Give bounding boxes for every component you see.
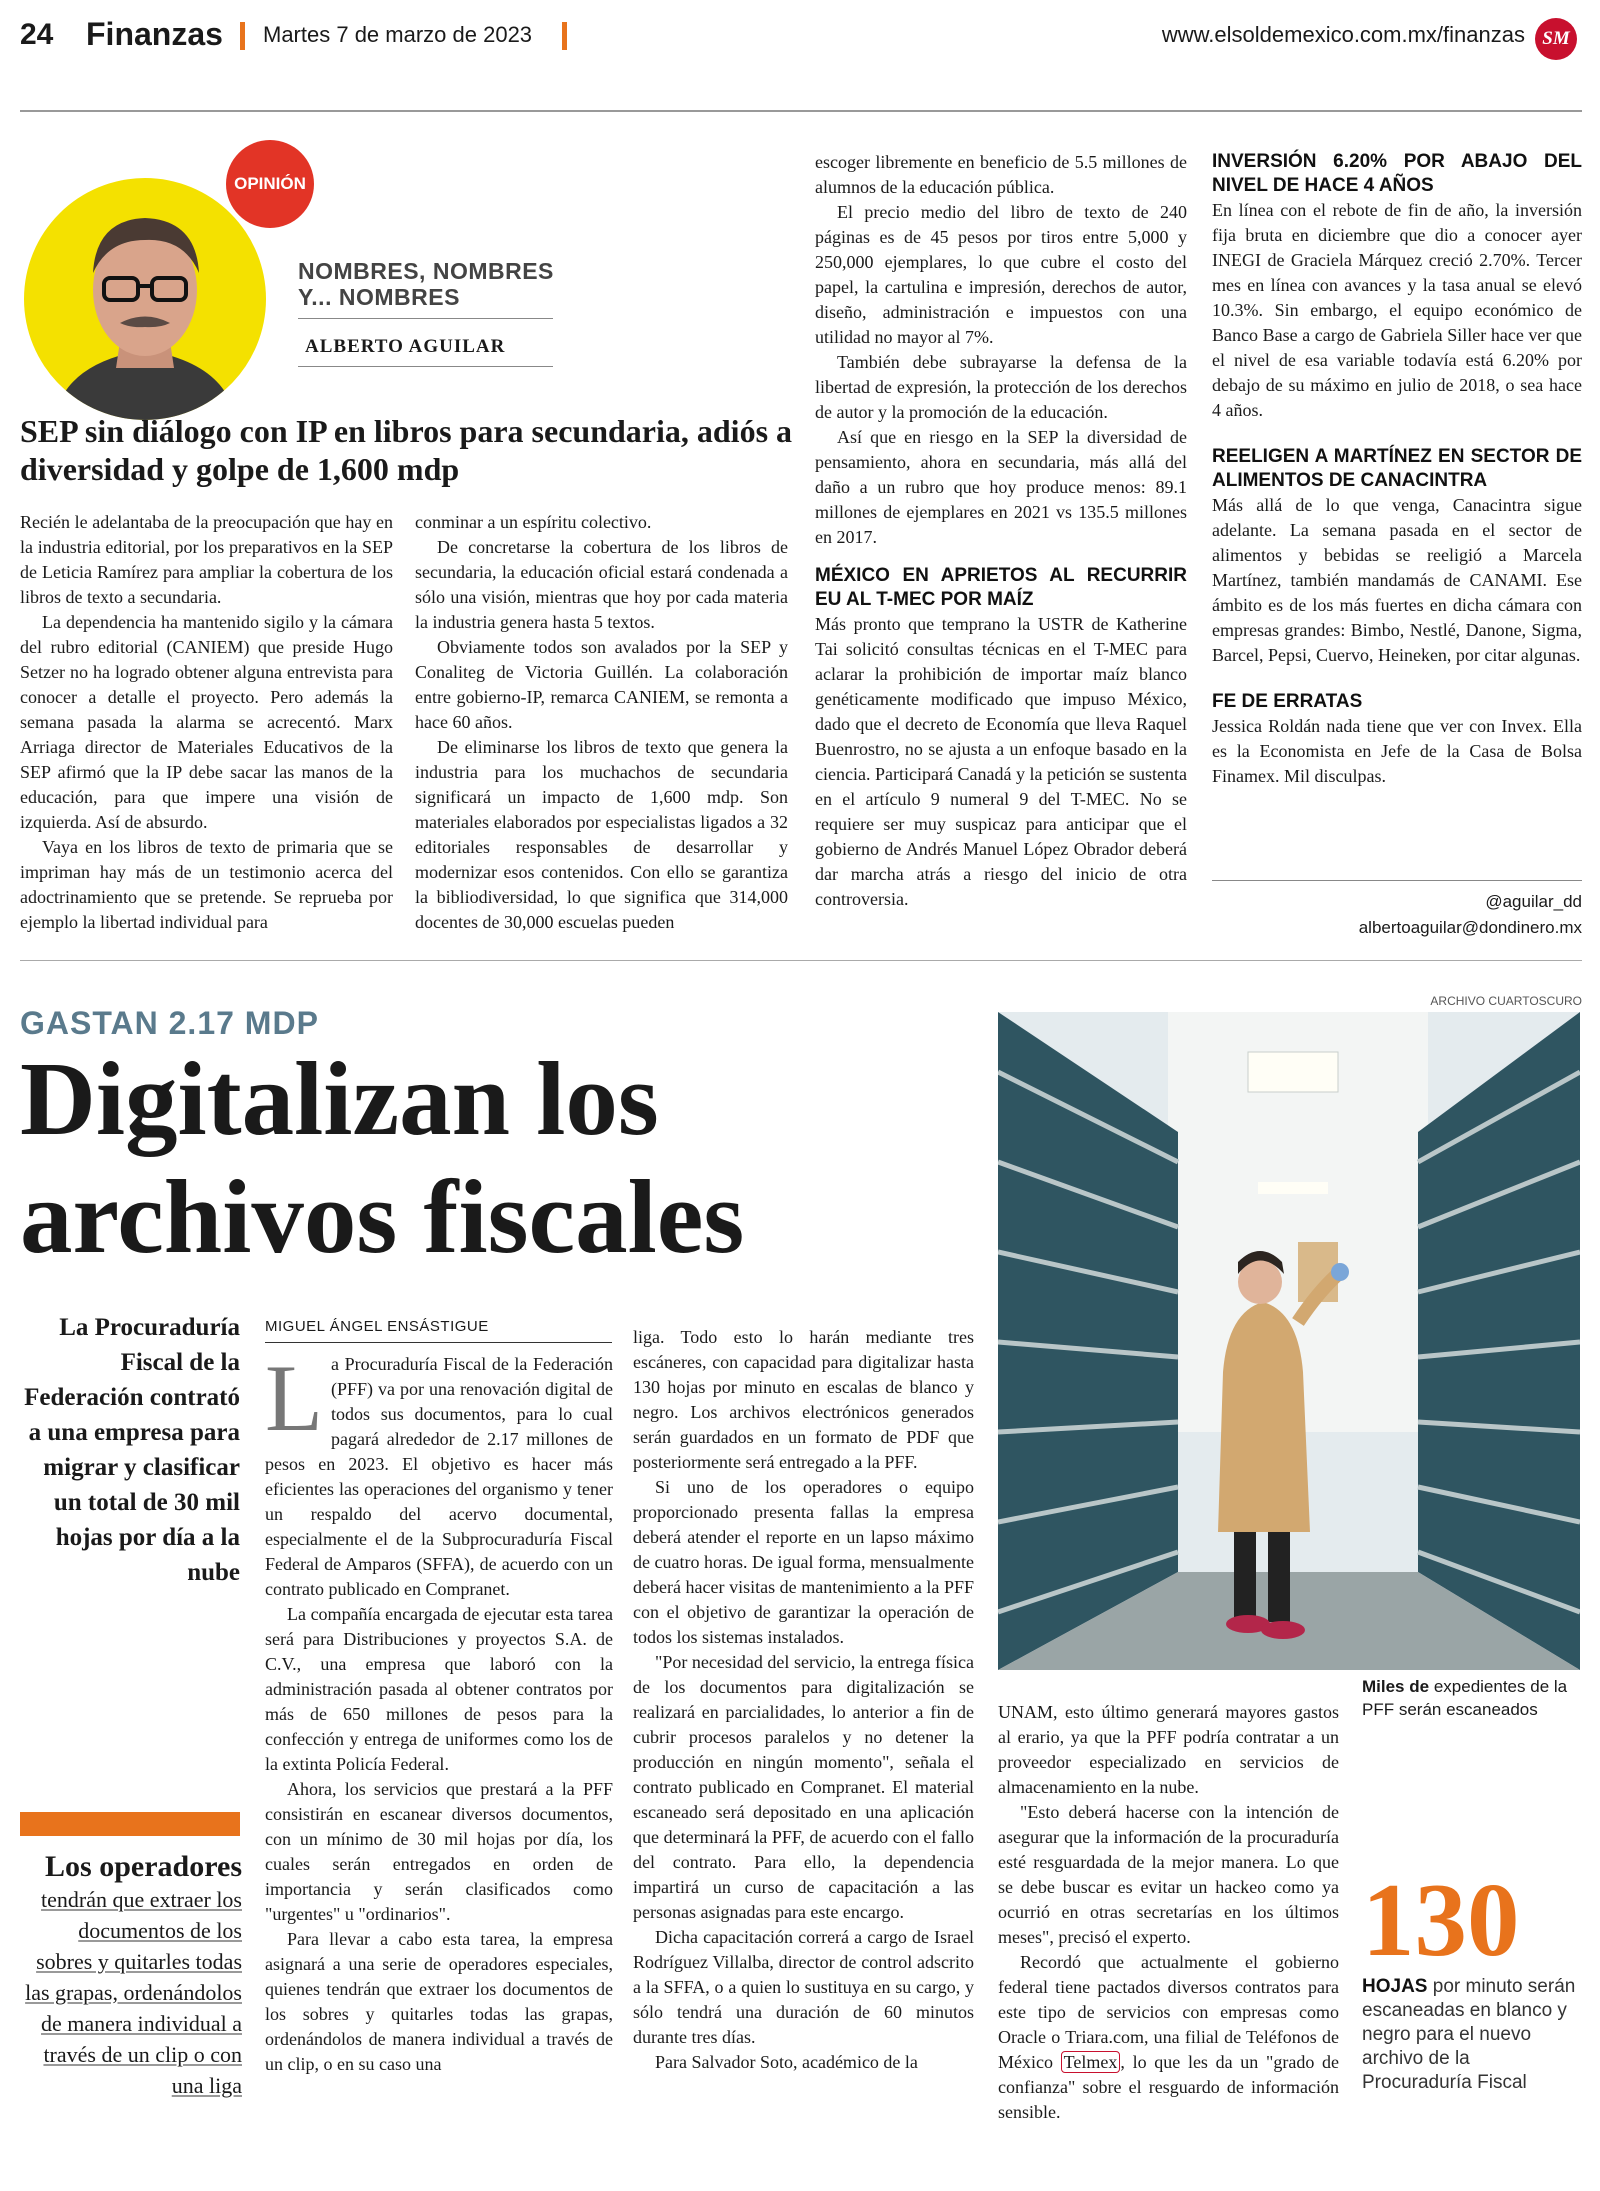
paragraph: Más pronto que temprano la USTR de Katherine Tai solicitó consultas técnicas en el T-MEC para aclarar la prohibición de importar maíz blanco genéticamente modificado que impuso México, dado que el decreto de Economía que lleva Raquel Buenrostro, no se ajusta a un enfoque basado en la ciencia. Participará Canadá y la petición se sustenta en el artículo 9 numeral 9 del T-MEC. No se requiere ser muy suspicaz para anticipar que el gobierno de Andrés Manuel López Obrador deberá dar marcha atrás a riesgo del inicio de otra controversia. — [815, 614, 1187, 909]
lead-text: a Procuraduría Fiscal de la Federación (PFF) va por una renovación digital de todos sus documentos, para lo cual pagará alrededor de 2.17 millones de pesos en 2023. El objetivo es hacer más eficientes las operaciones del organismo y tener un respaldo del acervo documental, especialmente el de la Subprocuraduría Fiscal Federal de Amparos (SFFA), de acuerdo con un contrato publicado en Compranet. — [265, 1354, 613, 1599]
story-column-3 — [998, 1700, 1339, 2125]
opinion-column-3 — [815, 150, 1187, 912]
paragraph: Más allá de lo que venga, Canacintra sigue adelante. La semana pasada en el sector de alimentos y bebidas se reeligió a Marcela Martínez, también mandamás de CANAMI. Ese ámbito es de los más fuertes en dicha cámara con empresas grandes: Bimbo, Nestlé, Danone, Sigma, Barcel, Pepsi, Cuervo, Heineken, por citar algunas. — [1212, 495, 1582, 665]
paragraph: UNAM, esto último generará mayores gastos al erario, ya que la PFF podría contratar a un proveedor especializado en servicios de almacenamiento en la nube. — [998, 1702, 1339, 1797]
paragraph: De concretarse la cobertura de los libros de secundaria, la educación oficial estará condenada a sólo una visión, mientras que hoy por cada materia la industria genera hasta 5 textos. — [415, 537, 788, 632]
page-number: 24 — [20, 18, 54, 51]
paragraph: "Por necesidad del servicio, la entrega física de los documentos para digitalización se realizará en parcialidades, lo anterior a fin de cubrir procesos paralelos y no detener la producción en ningún momento", señala el contrato publicado en Compranet. El material escaneado será depositado en una aplicación que determinará la PFF, de acuerdo con el fallo del contrato. Para ello, la dependencia impartirá un curso de capacitación a las personas asignadas para este encargo. — [633, 1652, 974, 1922]
paragraph: La compañía encargada de ejecutar esta tarea será para Distribuciones y proyectos S.A. de C.V., una empresa que laboró con la administración pasada al obtener contratos por más de 650 millones de pesos para la confección y entrega de uniformes como los de la extinta Policía Federal. — [265, 1604, 613, 1774]
opinion-column-1 — [20, 510, 393, 935]
opinion-badge: OPINIÓN — [226, 140, 314, 228]
story-kicker: GASTAN 2.17 MDP — [20, 1005, 319, 1041]
story-column-1 — [265, 1345, 613, 2077]
paragraph: Para llevar a cabo esta tarea, la empresa asignará a una serie de operadores especiales, quienes tendrán que extraer los documentos de los sobres y quitarles todas las grapas, ordenándolos de manera individual a través de un clip, o en su caso una — [265, 1929, 613, 2074]
drop-cap: L — [265, 1345, 324, 1451]
opinion-column-4 — [1212, 150, 1582, 789]
author-portrait — [24, 178, 266, 420]
photo-credit: ARCHIVO CUARTOSCURO — [1430, 994, 1582, 1008]
archive-photo — [998, 1012, 1580, 1670]
subhead: REELIGEN A MARTÍNEZ EN SECTOR DE ALIMENTOS DE CANACINTRA — [1212, 446, 1582, 491]
photo-caption — [1362, 1675, 1582, 1721]
text-run: , lo que les da un "grado de confianza" sobre el resguardo de información sensible. — [998, 2052, 1339, 2122]
paragraph: Recién le adelantaba de la preocupación que hay en la industria editorial, por los preparativos en la SEP de Leticia Ramírez para ampliar la cobertura de los libros de texto a secundaria. — [20, 512, 393, 607]
header-url[interactable]: www.elsoldemexico.com.mx/finanzas — [1161, 22, 1525, 47]
callout-bar — [20, 1812, 240, 1836]
paragraph: Ahora, los servicios que prestará a la PFF consistirán en escanear diversos documentos, con un mínimo de 30 mil hojas por día, los cuales serán entregados en orden de importancia y serán clasificados como "urgentes" u "ordinarios". — [265, 1779, 613, 1924]
column-rule — [298, 318, 553, 319]
paragraph: "Esto deberá hacerse con la intención de asegurar que la información de la procuraduría esté resguardada de la mejor manera. Lo que se debe buscar es evitar un hackeo como ya ocurrió en otras secretarías en los últimos meses", precisó el experto. — [998, 1802, 1339, 1947]
section-name: Finanzas — [86, 16, 223, 52]
paragraph — [265, 1345, 613, 1602]
header-date: Martes 7 de marzo de 2023 — [263, 22, 533, 47]
paragraph: Jessica Roldán nada tiene que ver con Invex. Ella es la Economista en Jefe de la Casa de Bolsa Finamex. Mil disculpas. — [1212, 716, 1582, 786]
paragraph: escoger libremente en beneficio de 5.5 millones de alumnos de la educación pública. — [815, 152, 1187, 197]
paragraph: Dicha capacitación correrá a cargo de Israel Rodríguez Villalba, director de control adscrito a la SFFA, o a quien lo sustituya en su cargo, y sólo tendrá una duración de 60 minutos durante tres días. — [633, 1927, 974, 2047]
column-rule — [298, 366, 553, 367]
paragraph: liga. Todo esto lo harán mediante tres escáneres, con capacidad para digitalizar hasta 130 hojas por minuto en escalas de blanco y negro. Los archivos electrónicos generados serán guardados en un formato de PDF que posteriormente será entregado a la PFF. — [633, 1327, 974, 1472]
section-rule — [20, 960, 1582, 961]
paragraph: En línea con el rebote de fin de año, la inversión fija bruta en diciembre que dio a conocer ayer INEGI de Graciela Márquez creció 2.70%. Tercer mes en línea con avances y la tasa anual se elevó 10.3%. Sin embargo, el equipo económico de Banco Base a cargo de Gabriela Siller hace ver que el nivel de esa variable todavía está 6.20% por debajo de su máximo en julio de 2018, o sea hace 4 años. — [1212, 200, 1582, 420]
photo-caption-text: expedientes de la PFF serán escaneados — [1362, 1677, 1568, 1719]
paragraph: De eliminarse los libros de texto que genera la industria para los muchachos de secundaria significará un impacto de 1,600 mdp. Son materiales elaborados por especialistas ligados a 32 editoriales responsables de desarrollar y modernizar esos contenidos. Con ello se garantiza la bibliodiversidad, lo que significa que 314,000 docentes de 30,000 escuelas pueden — [415, 737, 788, 932]
header-divider — [240, 22, 245, 50]
pull-quote-text: tendrán que extraer los documentos de los sobres y quitarles todas las grapas, ordenándolos de manera individual a través de un clip o con una liga — [25, 1887, 242, 2098]
opinion-headline: SEP sin diálogo con IP en libros para secundaria, adiós a diversidad y golpe de 1,600 mdp — [20, 413, 793, 487]
paragraph: Vaya en los libros de texto de primaria que se impriman hay más de un testimonio acerca del adoctrinamiento que se pretende. Se reprueba por ejemplo la libertad individual para — [20, 837, 393, 932]
paragraph: Para Salvador Soto, académico de la — [655, 2052, 918, 2072]
paragraph — [998, 1950, 1339, 2125]
story-column-2 — [633, 1325, 974, 2075]
paragraph: Así que en riesgo en la SEP la diversidad de pensamiento, ahora en secundaria, más allá del daño a un rubro que hoy produce menos: 89.1 millones de ejemplares en 2021 vs 135.5 millones en 2017. — [815, 427, 1187, 547]
key-figure-number: 130 — [1362, 1861, 1520, 1978]
paragraph: También debe subrayarse la defensa de la libertad de expresión, la protección de los derechos de autor y la promoción de la educación. — [815, 352, 1187, 422]
paragraph: La dependencia ha mantenido sigilo y la cámara del rubro editorial (CANIEM) que preside Hugo Setzer no ha logrado obtener alguna entrevista para conocer a detalle el proyecto. Pero además la semana pasada la alarma se acrecentó. Marx Arriaga director de Materiales Educativos de la SEP afirmó que la IP debe sacar las manos de la educación, para que impere una visión de izquierda. Así de absurdo. — [20, 612, 393, 832]
column-name: NOMBRES, NOMBRES Y... NOMBRES — [298, 258, 554, 310]
paragraph: El precio medio del libro de texto de 240 páginas es de 45 pesos por tiros entre 5,000 y 250,000 ejemplares, lo que cubre el costo del papel, la cartulina e impresión, derechos de autor, diseño, administración e impuestos con una utilidad no mayor al 7%. — [815, 202, 1187, 347]
story-byline: MIGUEL ÁNGEL ENSÁSTIGUE — [265, 1318, 489, 1335]
key-figure-text: por minuto serán escaneadas en blanco y negro para el nuevo archivo de la Procuraduría Fiscal — [1362, 1976, 1576, 2093]
paragraph: conminar a un espíritu colectivo. — [415, 512, 652, 532]
contact-rule — [1212, 880, 1582, 881]
pull-quote-title: Los operadores — [45, 1850, 242, 1883]
brand-logo: SM — [1535, 18, 1577, 60]
story-summary: La Procuraduría Fiscal de la Federación contrató a una empresa para migrar y clasificar un total de 30 mil hojas por día a la nube — [24, 1314, 240, 1586]
author-email[interactable]: albertoaguilar@dondinero.mx — [1358, 918, 1582, 937]
pull-quote — [20, 1850, 242, 2101]
key-figure-bold: HOJAS — [1362, 1976, 1428, 1997]
byline-rule — [265, 1342, 612, 1343]
text-run: Recordó que actualmente el gobierno federal tiene pactados diversos contratos para este tipo de servicios con empresas como Oracle o Triara.com, una filial de Teléfonos de México — [998, 1952, 1339, 2072]
photo-caption-bold: Miles de — [1362, 1677, 1430, 1696]
paragraph: Obviamente todos son avalados por la SEP y Conaliteg de Victoria Guillén. La colaboración entre gobierno-IP, remarca CANIEM, se remonta a hace 60 años. — [415, 637, 788, 732]
subhead: INVERSIÓN 6.20% POR ABAJO DEL NIVEL DE HACE 4 AÑOS — [1212, 151, 1582, 196]
opinion-column-2 — [415, 510, 788, 935]
subhead: FE DE ERRATAS — [1212, 691, 1363, 712]
author-name: ALBERTO AGUILAR — [305, 336, 506, 357]
author-twitter[interactable]: @aguilar_dd — [1485, 892, 1582, 911]
header-divider — [562, 22, 567, 50]
header-rule — [20, 110, 1582, 112]
subhead: MÉXICO EN APRIETOS AL RECURRIR EU AL T-MEC POR MAÍZ — [815, 565, 1187, 610]
story-headline: Digitalizan los archivos fiscales — [20, 1040, 745, 1275]
telmex-highlight: Telmex — [1061, 2051, 1121, 2073]
key-figure-caption — [1362, 1975, 1584, 2095]
paragraph: Si uno de los operadores o equipo proporcionado presenta fallas la empresa deberá atender el reporte en un lapso máximo de cuatro horas. De igual forma, mensualmente deberá hacer visitas de mantenimiento a la PFF con el objetivo de garantizar la operación de todos los sistemas instalados. — [633, 1477, 974, 1647]
